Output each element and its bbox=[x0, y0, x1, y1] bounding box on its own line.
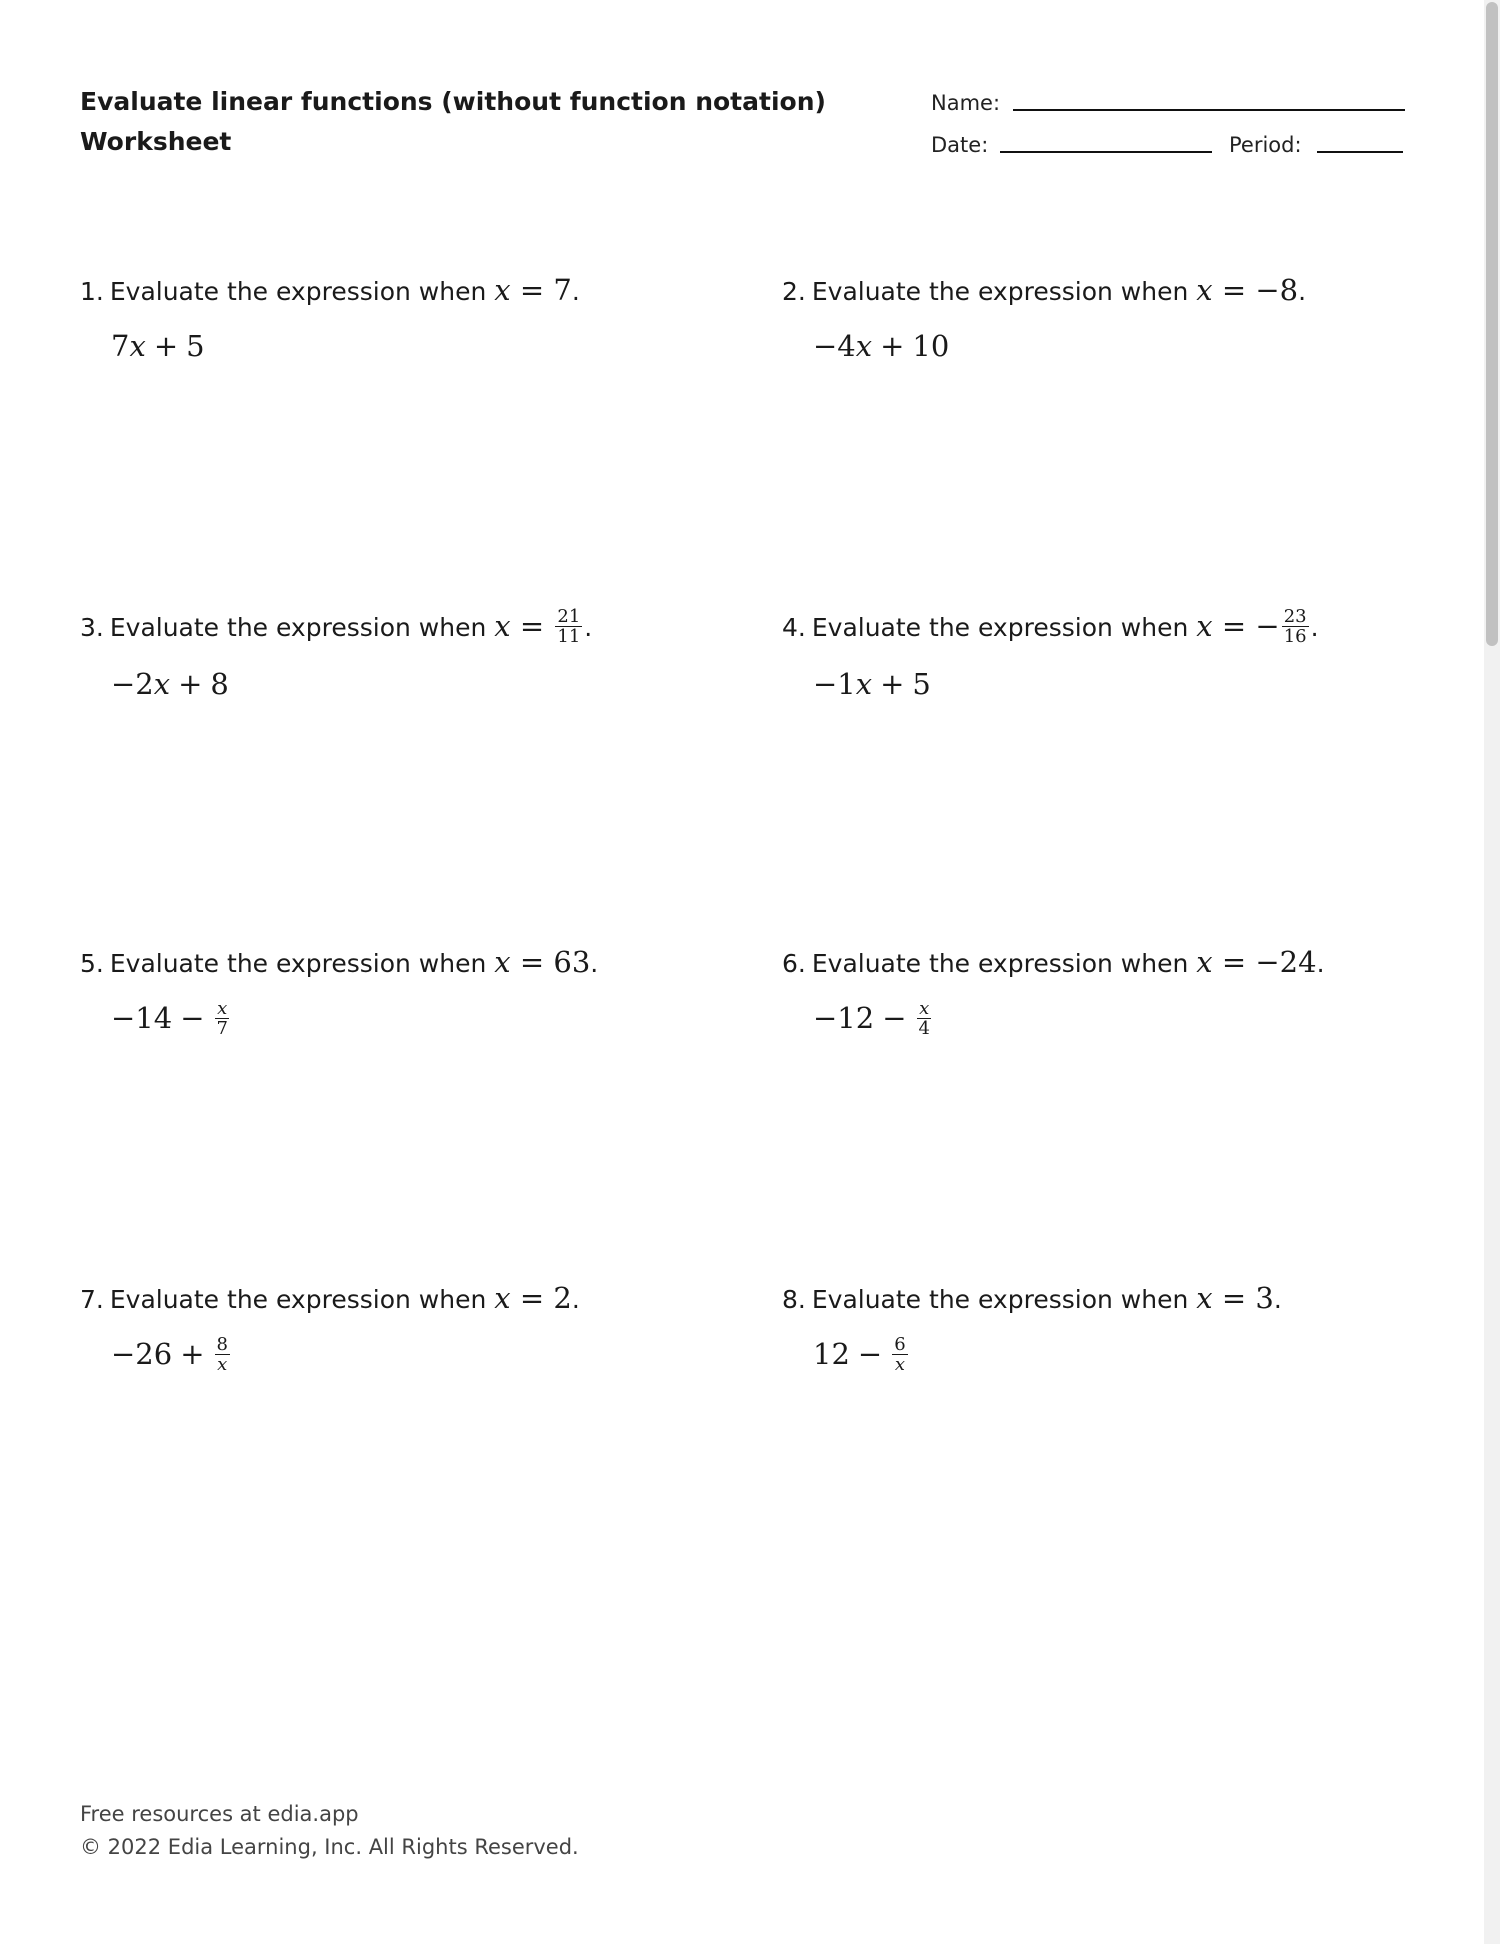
footer bbox=[80, 1798, 579, 1864]
title-line-1: Evaluate linear functions (without function notation) bbox=[80, 87, 826, 116]
problem-prompt: 4. Evaluate the expression when x = − $\frac{23}{16}$ . bbox=[782, 605, 1319, 647]
problem-1 bbox=[80, 272, 720, 366]
scrollbar-thumb[interactable] bbox=[1486, 2, 1498, 646]
problem-expression: −4x + 10 bbox=[813, 329, 950, 363]
value-fraction: $\frac{21}{11}$ bbox=[557, 605, 581, 647]
value-fraction: $\frac{23}{16}$ bbox=[1283, 605, 1307, 647]
footer-resources: Free resources at edia.app bbox=[80, 1802, 359, 1826]
problem-prompt: 5. Evaluate the expression when x = 63. bbox=[80, 945, 599, 979]
problem-expression: −2x + 8 bbox=[111, 666, 229, 701]
date-line[interactable] bbox=[1000, 151, 1212, 153]
problem-expression: −26 + $\frac{8}{x}$ bbox=[111, 1333, 228, 1375]
problem-prompt: 7. Evaluate the expression when x = 2. bbox=[80, 1281, 580, 1315]
period-line[interactable] bbox=[1317, 151, 1403, 153]
expression-fraction: $\frac{6}{x}$ bbox=[894, 1333, 906, 1375]
expression-fraction: $\frac{8}{x}$ bbox=[216, 1333, 228, 1375]
name-line[interactable] bbox=[1013, 109, 1405, 111]
problem-4 bbox=[782, 605, 1422, 704]
problem-5 bbox=[80, 944, 720, 1040]
problem-expression: −1x + 5 bbox=[813, 666, 931, 701]
problem-6 bbox=[782, 944, 1422, 1040]
date-label: Date: bbox=[931, 133, 989, 157]
problem-8 bbox=[782, 1280, 1422, 1376]
problem-expression: 12 − $\frac{6}{x}$ bbox=[813, 1333, 906, 1375]
problem-3 bbox=[80, 605, 720, 704]
problem-expression: 7x + 5 bbox=[111, 329, 205, 363]
problem-prompt: 8. Evaluate the expression when x = 3. bbox=[782, 1281, 1282, 1315]
title-line-2: Worksheet bbox=[80, 127, 232, 156]
worksheet-title bbox=[80, 82, 826, 162]
problem-prompt: 2. Evaluate the expression when x = −8. bbox=[782, 273, 1307, 307]
footer-copyright: © 2022 Edia Learning, Inc. All Rights Reserved. bbox=[80, 1835, 579, 1859]
problem-expression: −14 − $\frac{x}{7}$ bbox=[111, 997, 228, 1039]
name-label: Name: bbox=[931, 91, 1001, 115]
problem-2 bbox=[782, 272, 1422, 366]
problem-prompt: 1. Evaluate the expression when x = 7. bbox=[80, 273, 580, 307]
period-label: Period: bbox=[1229, 133, 1302, 157]
problem-expression: −12 − $\frac{x}{4}$ bbox=[813, 997, 930, 1039]
expression-fraction: $\frac{x}{7}$ bbox=[216, 997, 228, 1039]
vertical-scrollbar[interactable] bbox=[1484, 0, 1500, 1944]
problem-prompt: 3. Evaluate the expression when x = $\frac{21}{11}$ . bbox=[80, 605, 593, 647]
problem-prompt: 6. Evaluate the expression when x = −24. bbox=[782, 945, 1325, 979]
problem-7 bbox=[80, 1280, 720, 1376]
expression-fraction: $\frac{x}{4}$ bbox=[918, 997, 930, 1039]
